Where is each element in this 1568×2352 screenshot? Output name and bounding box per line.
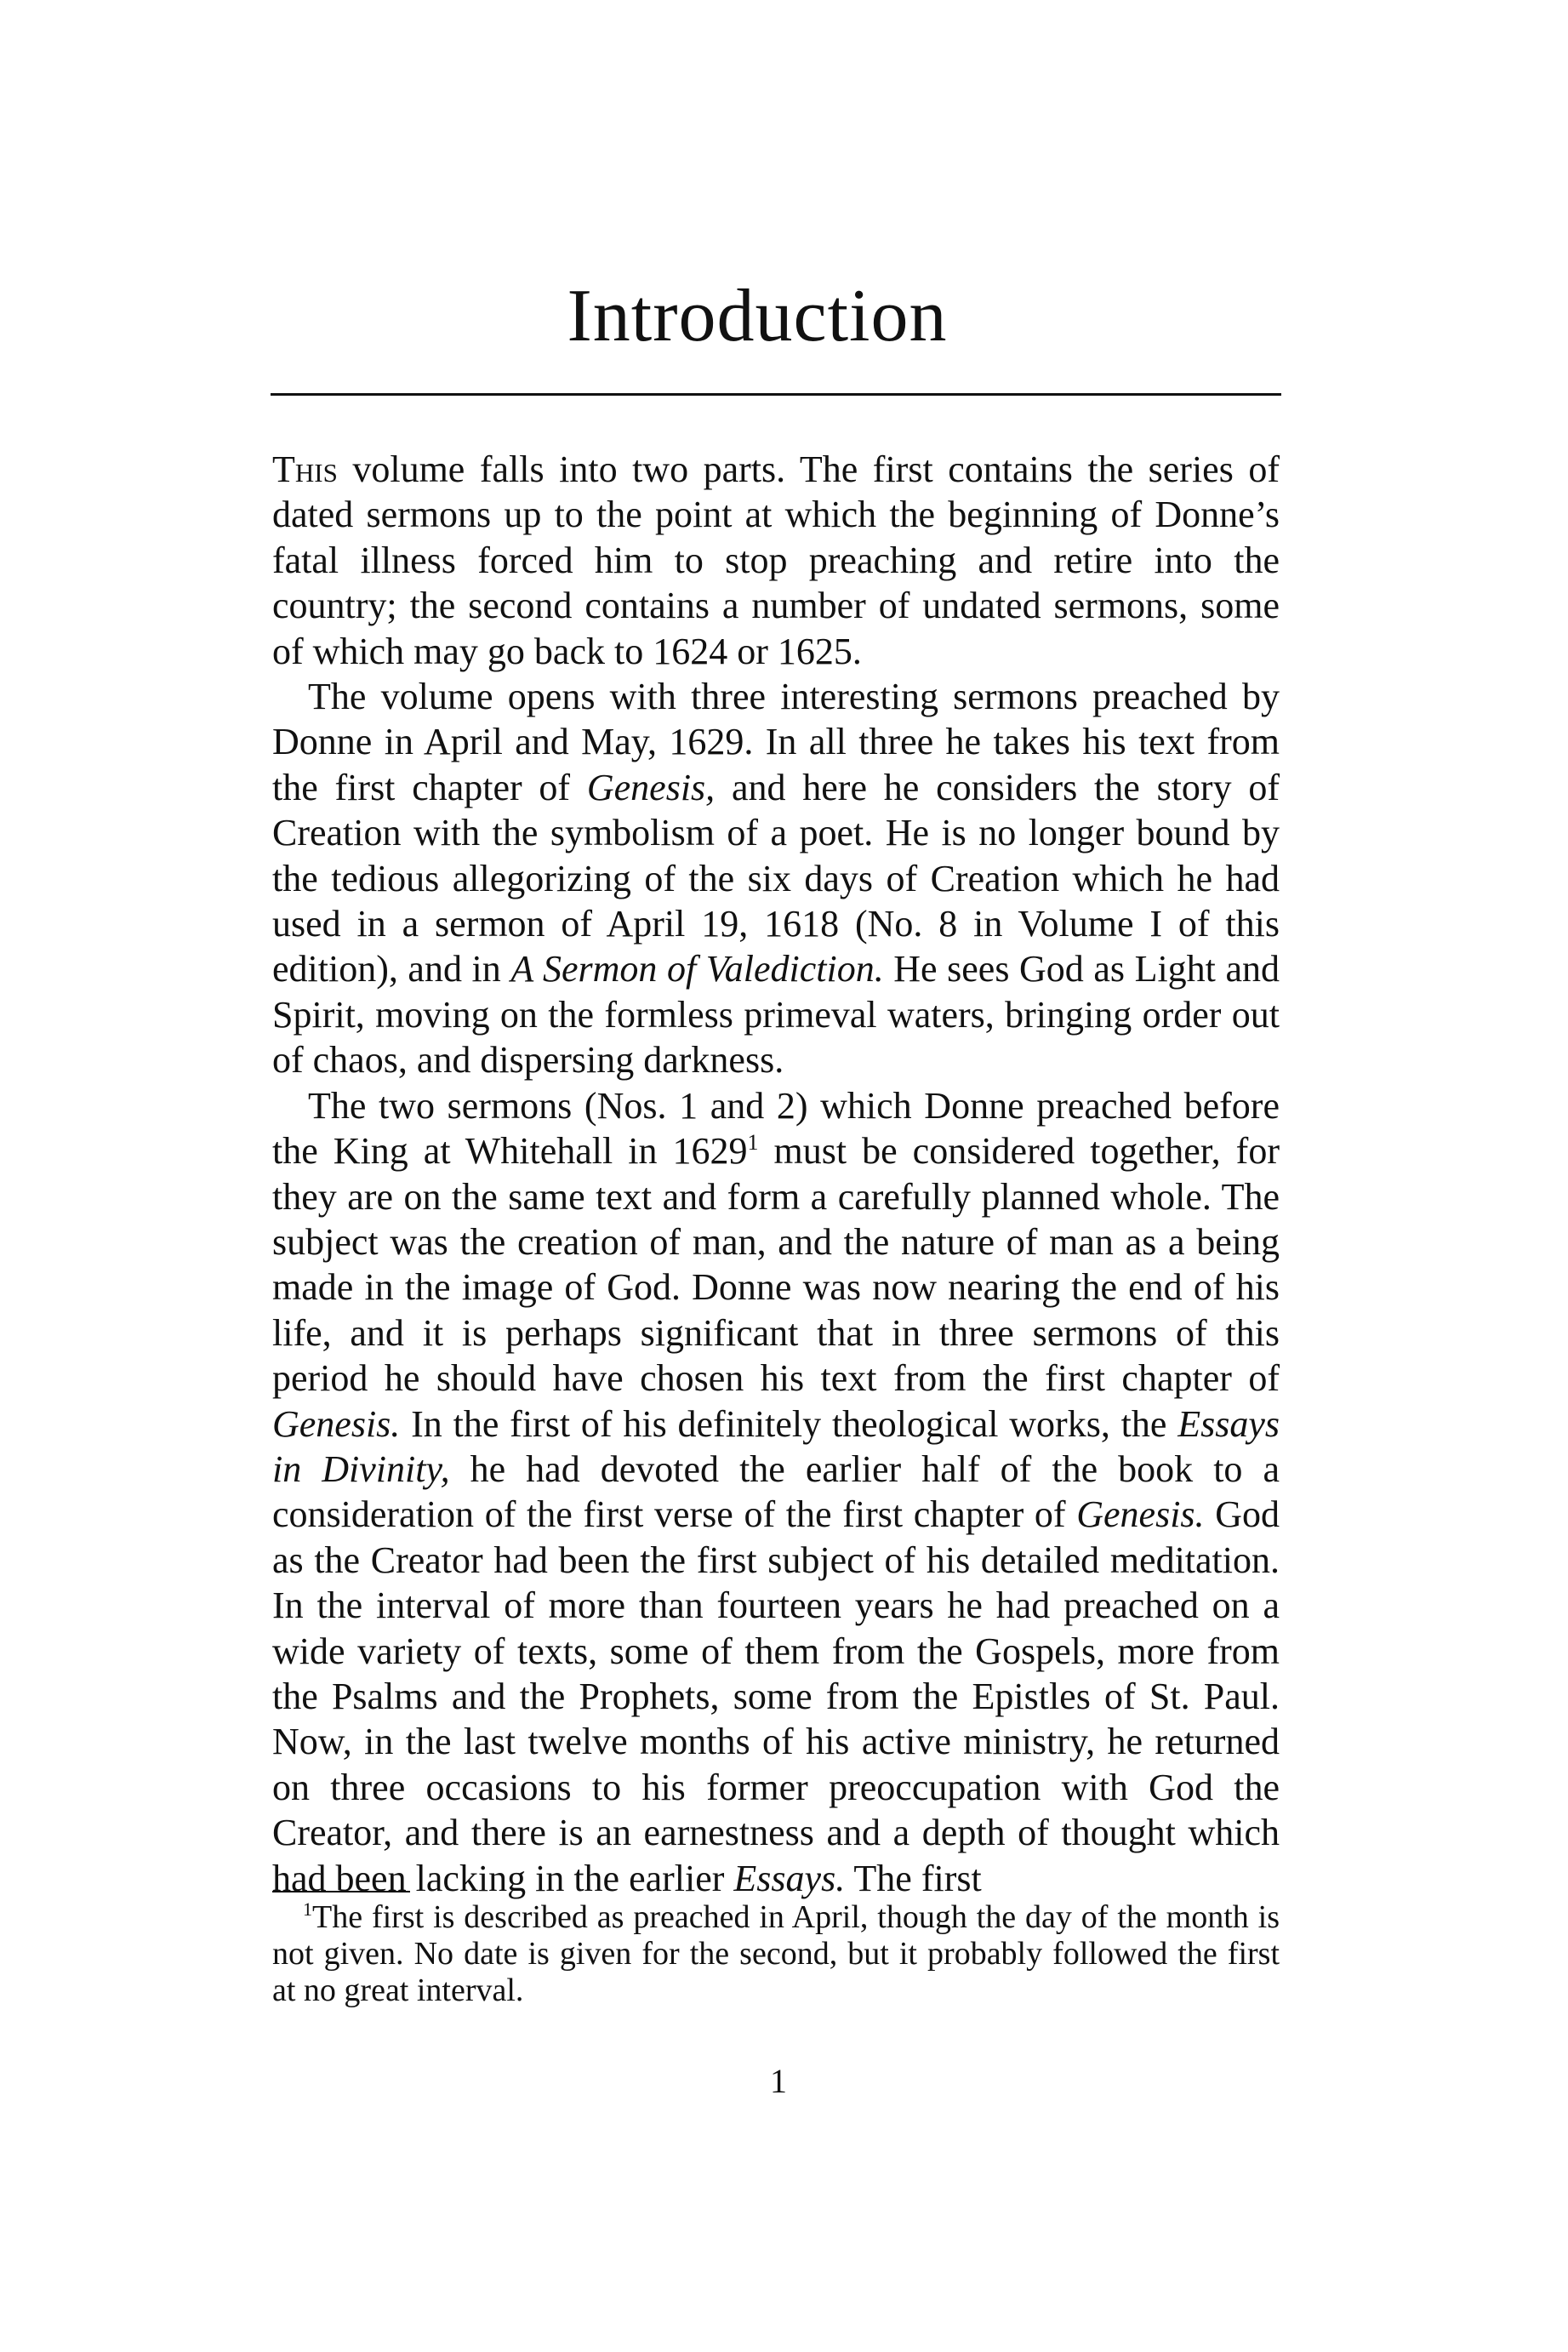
paragraph-2 — [272, 674, 1280, 1083]
chapter-title: Introduction — [567, 275, 948, 357]
footnote-mark: 1 — [303, 1898, 312, 1920]
work-title-sermon-of-valediction: A Sermon of Valediction. — [510, 948, 884, 990]
footnote-text: The first is described as preached in April, though the day of the month is not given. No date is given for the second, but it probably followed the first at no great interval. — [272, 1899, 1280, 2008]
paragraph-3-text-b: must be considered together, for they are on the same text and form a carefully planned whole. The subject was the creation of man, and the nature of man as a being made in the image of God. Donne was now nearing the end of his life, and it is perhaps significant that in three sermons of this period he should have chosen his text from the first chapter of — [272, 1130, 1280, 1400]
footnote — [272, 1899, 1280, 2009]
work-title-genesis: Genesis. — [272, 1402, 401, 1445]
title-rule — [271, 393, 1281, 396]
work-title-genesis: Genesis. — [1076, 1493, 1205, 1536]
paragraph-2-text-a: The volume opens with three interesting sermons preached by Donne in April and May, 1629. In all three he takes his text from the first chapter of — [272, 676, 1280, 808]
paragraph-3-text-e: God as the Creator had been the first subject of his detailed meditation. In the interval of more than fourteen years he had preached on a wide variety of texts, some of them from the Gospels, more from the Psalms and the Prophets, some from the Epistles of St. Paul. Now, in the last twelve months of his active ministry, he returned on three occasions to his former preoccupation with God the Creator, and there is an earnestness and a depth of thought which had been lacking in the earlier — [272, 1493, 1280, 1899]
paragraph-3-text-d: he had devoted the earlier half of the book to a consideration of the first verse of the first chapter of — [272, 1447, 1280, 1536]
work-title-genesis: Genesis, — [586, 766, 716, 808]
paragraph-1 — [272, 447, 1280, 674]
paragraph-3 — [272, 1083, 1280, 1901]
paragraph-3-text-f: The first — [845, 1857, 982, 1899]
paragraph-1-text: volume falls into two parts. The first contains the series of dated sermons up to the point at which the beginning of Donne’s fatal illness forced him to stop preaching and retire into the country; the second contains a number of undated sermons, some of which may go back to 1624 or 1625. — [272, 448, 1280, 672]
paragraph-3-text-a: The two sermons (Nos. 1 and 2) which Donne preached before the King at Whitehall in 1629 — [272, 1084, 1280, 1173]
work-title-essays-in-divinity: Essays in Divinity, — [272, 1402, 1280, 1490]
page-number: 1 — [770, 2062, 787, 2100]
lead-word: This — [272, 448, 338, 490]
paragraph-3-text-c: In the first of his definitely theological works, the — [400, 1402, 1178, 1445]
paragraph-2-text-b: and here he considers the story of Creation with the symbolism of a poet. He is no longer bound by the tedious allegorizing of the six days of Creation which he had used in a sermon of April 19, 1618 (No. 8 in Volume I of this edition), and in — [272, 766, 1280, 990]
paragraph-2-text-c: He sees God as Light and Spirit, moving on the formless primeval waters, bringing order out of chaos, and dispersing darkness. — [272, 948, 1280, 1082]
footnote-reference[interactable]: 1 — [747, 1130, 759, 1156]
body-text — [272, 447, 1280, 1901]
work-title-essays: Essays. — [733, 1857, 846, 1899]
footnote-rule — [272, 1891, 410, 1892]
